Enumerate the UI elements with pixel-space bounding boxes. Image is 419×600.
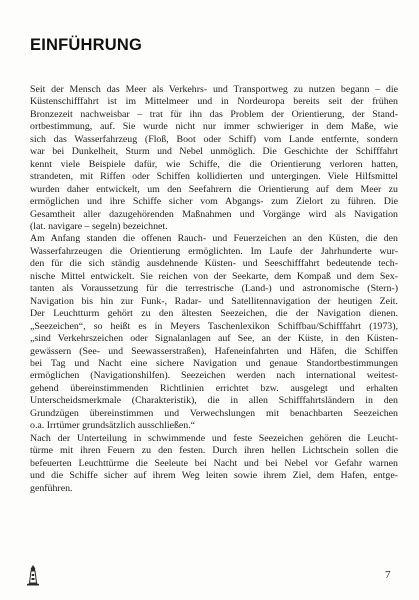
text-line: „sind Verkehrszeichen oder Signalanlagen auf See, an der Küste, in den Küsten- (30, 333, 398, 345)
text-line: nische Mittel entwickelt. Sie reichen von der Seekarte, dem Kompaß und dem Sex- (30, 270, 398, 282)
text-line: befeuerten Leuchttürme die Seeleute bei Nacht und bei Nebel vor Gefahr warnen (30, 457, 398, 469)
text-line: ortbestimmung, auf. Sie wurde nicht nur immer schwieriger in dem Maße, wie (30, 121, 398, 133)
text-line: war bei Dunkelheit, Sturm und Nebel unmöglich. Die Geschichte der Schifffahrt (30, 146, 398, 158)
text-line: den für die sich ständig ausdehnende Küsten- und Seeschifffahrt bedeutende tech- (30, 258, 398, 270)
text-line: Küstenschifffahrt ist im Mittelmeer und in Nordeuropa bereits seit der frühen (30, 96, 398, 108)
text-line: kennt viele Beispiele dafür, wie Schiffe, die die Orientierung verloren hatten, (30, 158, 398, 170)
lighthouse-logo-icon (26, 564, 40, 586)
text-line: und die Schiffe sicher auf ihrem Weg leiten sowie ihrem Ziel, dem Hafen, entge- (30, 470, 398, 482)
chapter-heading: EINFÜHRUNG (30, 36, 142, 54)
text-line: Bronzezeit nachweisbar – trat für ihn das Problem der Orientierung, der Stand- (30, 108, 398, 120)
text-line: tanten als Voraussetzung für die terrestrische (Land-) und astronomische (Stern-) (30, 283, 398, 295)
paragraph-1 (30, 84, 398, 233)
text-line: strandeten, mit Riffen oder Schiffen kollidierten und untergingen. Viele Hilfsmittel (30, 171, 398, 183)
text-line: Der Leuchtturm gehört zu den ältesten Seezeichen, die der Navigation dienen. (30, 308, 398, 320)
text-line: ermöglichen und ihre Schiffe sicher vom Abgangs- zum Zielort zu führen. Die (30, 196, 398, 208)
body-text (30, 84, 398, 495)
text-line: o.a. Irrtümer grundsätzlich ausschließen.“ (30, 420, 196, 432)
text-line: (lat. navigare – segeln) bezeichnet. (30, 220, 168, 232)
text-line: Gesamtheit aller dazugehörenden Maßnahmen und Vorgänge wird als Navigation (30, 208, 398, 220)
text-line: wurden daher entwickelt, um den Seefahrern die Orientierung auf dem Meer zu (30, 183, 398, 195)
text-line: türme mit ihren Feuern zu den festen. Durch ihren hellen Lichtschein sollen die (30, 445, 398, 457)
text-line: bei Tag und Nacht eine sichere Navigation und genaue Standortbestimmungen (30, 357, 398, 369)
paragraph-2 (30, 233, 398, 432)
text-line: genführen. (30, 482, 73, 494)
text-line: gehend übereinstimmenden Richtlinien errichtet bzw. ausgelegt und erhalten (30, 382, 398, 394)
text-line: Navigation bis hin zur Funk-, Radar- und Satellitennavigation der heutigen Zeit. (30, 295, 398, 307)
text-line: gewässern (See- und Seewasserstraßen), Hafeneinfahrten und Häfen, die Schiffen (30, 345, 398, 357)
text-line: Grundzügen übereinstimmen und Verwechslungen mit benachbarten Seezeichen (30, 407, 398, 419)
text-line: Am Anfang standen die offenen Rauch- und Feuerzeichen an den Küsten, die den (30, 233, 398, 245)
text-line: Unterscheidsmerkmale (Charakteristik), die in allen Schifffahrtsländern in den (30, 395, 398, 407)
text-line: Nach der Unterteilung in schwimmende und feste Seezeichen gehören die Leucht- (30, 432, 398, 444)
page-number: 7 (385, 569, 391, 581)
text-line: ermöglichen (Navigationshilfen). Seezeichen werden nach international weitest- (30, 370, 398, 382)
text-line: „Seezeichen“, so heißt es in Meyers Taschenlexikon Schiffbau/Schifffahrt (1973), (30, 320, 398, 332)
text-line: Seit der Mensch das Meer als Verkehrs- und Transportweg zu nutzen begann – die (30, 84, 398, 95)
paragraph-3 (30, 433, 398, 495)
text-line: sich das Wasserfahrzeug (Floß, Boot oder Schiff) vom Lande entfernte, sondern (30, 133, 398, 145)
text-line: Wasserfahrzeugen die Orientierung ermöglichten. Im Laufe der Jahrhunderte wur- (30, 245, 398, 257)
